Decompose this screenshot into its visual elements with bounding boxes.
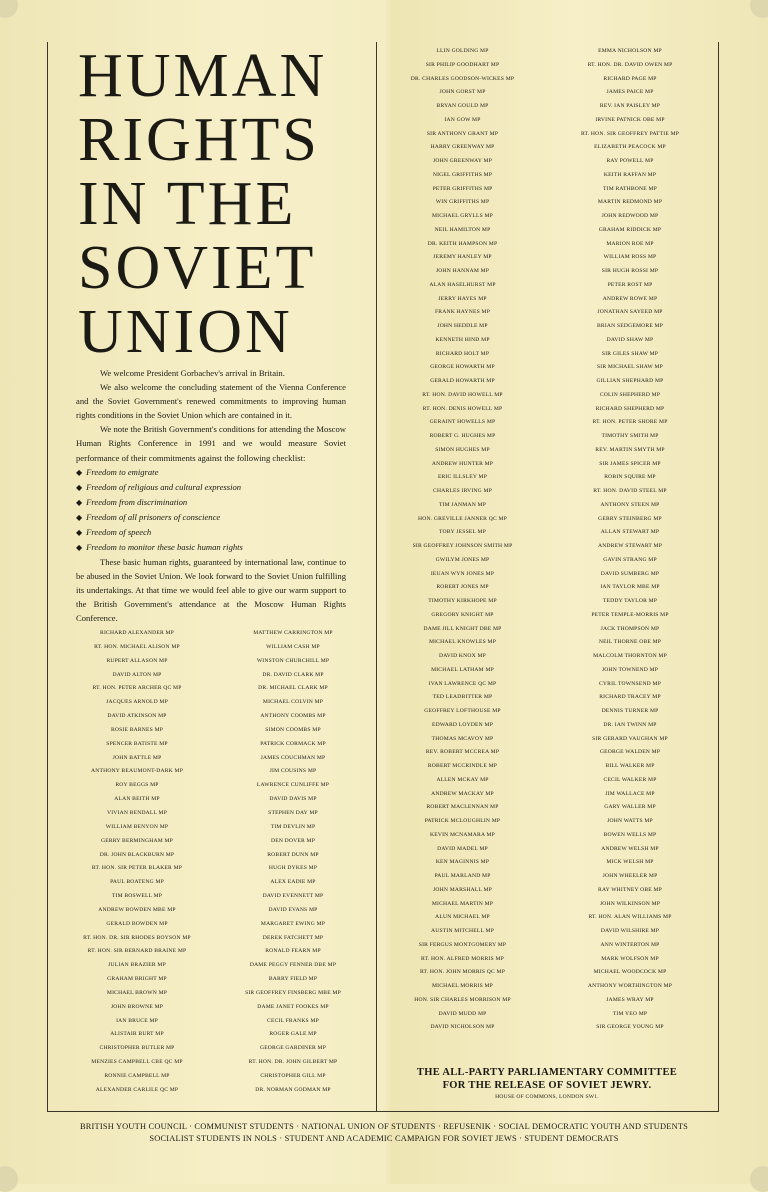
signatory-name: RICHARD PAGE MP (603, 75, 657, 82)
signatory-name: SIR HUGH ROSSI MP (601, 268, 659, 274)
signatory-name: TIMOTHY SMITH MP (601, 433, 659, 439)
supporting-organisations (40, 1121, 728, 1145)
signatory-name: DR. KEITH HAMPSON MP (427, 240, 498, 247)
signatory-name: SIR PHILIP GOODHART MP (425, 61, 500, 68)
statement-paragraph: We also welcome the concluding statement of the Vienna Conference and the Soviet Government's renewed commitments to improving human rights conditions in the Soviet Union which are contained in it. (76, 382, 346, 421)
signatory-name: RT. HON. MICHAEL ALISON MP (94, 643, 180, 650)
signatory-name: GEOFFREY LOFTHOUSE MP (424, 708, 501, 714)
signatory-name: GARY WALLER MP (604, 804, 656, 811)
signatory-name: MICHAEL BROWN MP (106, 989, 168, 996)
signatory-name: RICHARD SHEPHERD MP (595, 405, 665, 412)
signatory-name: GAVIN STRANG MP (603, 556, 657, 563)
signatory-name: JONATHAN SAYEED MP (597, 309, 663, 316)
signatory-column-3 (385, 45, 540, 1035)
signatory-name: JOHN GREENWAY MP (432, 158, 493, 164)
signatory-name: SIR GERARD VAUGHAN MP (592, 735, 668, 742)
signatory-name: TIM JANMAN MP (438, 501, 487, 508)
signatory-name: WILLIAM BENYON MP (105, 823, 169, 830)
signatory-name: THOMAS MCAVOY MP (431, 735, 494, 742)
signatory-name: AUSTIN MITCHELL MP (430, 928, 495, 934)
signatory-name: CECIL FRANKS MP (267, 1017, 319, 1024)
signatory-name: SIMON HUGHES MP (435, 446, 490, 453)
signatory-name: TIM DEVLIN MP (270, 823, 316, 830)
signatory-name: CHRISTOPHER BUTLER MP (99, 1045, 175, 1052)
signatory-name: TIMOTHY KIRKHOPE MP (428, 598, 497, 604)
diamond-bullet-icon: ◆ (76, 497, 83, 507)
signatory-name: GERAINT HOWELLS MP (429, 419, 496, 426)
signatory-name: MICK WELSH MP (606, 859, 654, 866)
signatory-name: JIM WALLACE MP (605, 790, 655, 797)
signatory-name: RAY WHITNEY OBE MP (598, 886, 662, 893)
statement-paragraph: We note the British Government's conditions for attending the Moscow Human Rights Conference in 1991 and we would measure Soviet performance of their commitments against the following checklist: (76, 424, 346, 463)
signatory-name: JOHN MARSHALL MP (433, 886, 492, 893)
signatory-name: JULIAN BRAZIER MP (108, 962, 166, 969)
signatory-name: GWILYM JONES MP (435, 556, 490, 563)
signatory-name: KEN MAGINNIS MP (435, 859, 490, 866)
signatory-name: JOHN WILKINSON MP (599, 900, 661, 907)
signatory-name: DENNIS TURNER MP (601, 708, 659, 714)
signatory-name: RT. HON. ALFRED MORRIS MP (421, 955, 504, 962)
signatory-name: SIR JAMES SPICER MP (599, 460, 661, 467)
signatory-name: RT. HON. DR. SIR RHODES BOYSON MP (83, 934, 191, 941)
signatory-column-1 (62, 627, 212, 1098)
signatory-name: SIR GILES SHAW MP (601, 350, 659, 357)
signatory-name: MICHAEL COLVIN MP (262, 699, 324, 706)
signatory-name: RT. HON. DR. DAVID OWEN MP (587, 61, 673, 68)
signatory-name: ROBERT JONES MP (436, 584, 489, 591)
signatory-name: ALUN MICHAEL MP (435, 914, 490, 921)
signatory-name: ROY BEGGS MP (115, 782, 159, 789)
signatory-name: ROBERT MCCRINDLE MP (427, 763, 498, 769)
signatory-name: IRVINE PATNICK OBE MP (595, 116, 665, 123)
signatory-name: RT. HON. PETER SHORE MP (592, 419, 668, 426)
signatory-name: ROSIE BARNES MP (110, 726, 164, 733)
signatory-name: DAME JANET FOOKES MP (257, 1003, 329, 1010)
signatory-name: RT. HON. DAVID HOWELL MP (422, 391, 503, 398)
signatory-name: LLIN GOLDING MP (436, 48, 489, 54)
signatory-name: GRAHAM BRIGHT MP (107, 976, 167, 983)
signatory-name: JACK THOMPSON MP (600, 625, 660, 632)
organisations-line: SOCIALIST STUDENTS IN NOLS · STUDENT AND ACADEMIC CAMPAIGN FOR SOVIET JEWS · STUDENT DEMOCRATS (149, 1134, 619, 1143)
signatory-name: ANDREW BOWDEN MBE MP (98, 906, 176, 913)
signatory-name: RT. HON. ALAN WILLIAMS MP (588, 914, 672, 921)
committee-address: HOUSE OF COMMONS, LONDON SW1. (495, 1094, 599, 1100)
signatory-name: MENZIES CAMPBELL CBE QC MP (91, 1059, 183, 1066)
signatory-name: DAVID DAVIS MP (269, 796, 317, 803)
signatory-name: CECIL WALKER MP (603, 776, 657, 783)
signatory-name: ANN WINTERTON MP (600, 941, 660, 948)
signatory-name: ALISTAIR BURT MP (110, 1031, 164, 1038)
signatory-name: DEREK FATCHETT MP (262, 934, 324, 941)
signatory-name: DR. JOHN BLACKBURN MP (99, 851, 175, 858)
signatory-name: RAY POWELL MP (606, 158, 654, 164)
right-rule (718, 42, 719, 1112)
signatory-name: KEITH RAFFAN MP (603, 171, 657, 178)
checklist-item: ◆ Freedom from discrimination (76, 496, 188, 507)
signatory-name: DAVID SHAW MP (606, 336, 654, 343)
signatory-name: RT. HON. SIR GEOFFREY PATTIE MP (580, 130, 680, 137)
signatory-name: JIM COUSINS MP (269, 768, 317, 775)
signatory-name: ALAN HASELHURST MP (429, 281, 496, 288)
signatory-name: MICHAEL LATHAM MP (431, 666, 494, 673)
signatory-name: ROBERT MACLENNAN MP (426, 804, 499, 811)
diamond-bullet-icon: ◆ (76, 482, 83, 492)
signatory-name: ANDREW WELSH MP (601, 845, 659, 852)
signatory-name: DAVID NICHOLSON MP (430, 1024, 495, 1031)
signatory-name: NEIL THORNE OBE MP (598, 639, 662, 646)
committee-name-line: THE ALL-PARTY PARLIAMENTARY COMMITTEE (416, 1067, 678, 1078)
signatory-name: ALEXANDER CARLILE QC MP (95, 1086, 179, 1093)
signatory-name: ERIC ILLSLEY MP (437, 474, 488, 481)
signatory-name: ANTHONY WORTHINGTON MP (587, 983, 673, 989)
signatory-name: REV. MARTIN SMYTH MP (595, 446, 665, 453)
signatory-name: TEDDY TAYLOR MP (602, 598, 658, 604)
signatory-name: VIVIAN BENDALL MP (106, 809, 168, 816)
signatory-name: GILLIAN SHEPHARD MP (596, 378, 664, 384)
signatory-name: PETER GRIFFITHS MP (432, 185, 493, 192)
signatory-name: RT. HON. DENIS HOWELL MP (422, 405, 503, 412)
signatory-name: REV. IAN PAISLEY MP (599, 103, 661, 109)
signatory-name: GERRY BERMINGHAM MP (101, 837, 173, 844)
signatory-name: JEREMY HANLEY MP (433, 254, 492, 261)
signatory-name: ANTHONY BEAUMONT-DARK MP (90, 768, 184, 775)
signatory-name: BRIAN SEDGEMORE MP (596, 323, 664, 329)
signatory-name: IVAN LAWRENCE QC MP (428, 680, 497, 687)
signatory-name: NEIL HAMILTON MP (434, 226, 491, 233)
signatory-name: JAMES COUCHMAN MP (260, 754, 326, 761)
signatory-name: MICHAEL MORRIS MP (431, 983, 493, 989)
signatory-name: ALEX EADIE MP (270, 879, 316, 886)
signatory-name: ANTHONY COOMBS MP (260, 713, 326, 720)
signatory-name: DAME JILL KNIGHT DBE MP (423, 625, 502, 632)
center-rule (376, 42, 377, 1112)
signatory-name: RICHARD TRACEY MP (599, 694, 661, 701)
signatory-name: GEORGE GARDINER MP (259, 1045, 327, 1052)
signatory-name: KEVIN MCNAMARA MP (430, 831, 495, 838)
signatory-name: TED LEADBITTER MP (432, 694, 493, 701)
signatory-name: MARION ROE MP (606, 240, 654, 247)
signatory-name: JOHN HANNAM MP (435, 268, 490, 274)
signatory-name: ANDREW ROWE MP (602, 295, 658, 302)
signatory-name: WILLIAM ROSS MP (603, 254, 657, 261)
signatory-name: ELIZABETH PEACOCK MP (594, 144, 666, 151)
signatory-name: DAVID ALTON MP (112, 671, 162, 678)
signatory-name: DAVID MADEL MP (437, 845, 488, 852)
signatory-name: GERALD BOWDEN MP (106, 920, 168, 927)
signatory-name: MARK WOLFSON MP (601, 955, 659, 962)
signatory-name: BOWEN WELLS MP (603, 831, 657, 838)
signatory-name: CHRISTOPHER GILL MP (260, 1073, 326, 1079)
signatory-name: DR. MICHAEL CLARK MP (258, 685, 328, 692)
signatory-name: MARGARET EWING MP (260, 920, 326, 927)
signatory-name: JAMES PAICE MP (606, 89, 654, 96)
signatory-name: PATRICK CORMACK MP (260, 740, 326, 747)
signatory-name: PAUL BOATENG MP (110, 879, 164, 886)
signatory-name: TIM RATHBONE MP (603, 185, 657, 192)
corner-wear (750, 1166, 768, 1192)
signatory-name: JOHN REDWOOD MP (601, 213, 659, 219)
signatory-name: SPENCER BATISTE MP (106, 740, 168, 747)
signatory-name: BRYAN GOULD MP (436, 103, 489, 109)
signatory-name: RT. HON. DR. JOHN GILBERT MP (248, 1059, 338, 1066)
signatory-name: JOHN HEDDLE MP (437, 323, 488, 329)
signatory-name: GERALD HOWARTH MP (430, 378, 495, 384)
signatory-name: HON. SIR CHARLES MORRISON MP (414, 996, 511, 1003)
signatory-name: CYRIL TOWNSEND MP (598, 680, 662, 687)
signatory-name: DAVID MUDD MP (438, 1010, 487, 1017)
diamond-bullet-icon: ◆ (76, 542, 83, 552)
signatory-name: MICHAEL WOODCOCK MP (593, 969, 667, 976)
signatory-name: RICHARD HOLT MP (435, 350, 490, 357)
signatory-name: ROBIN SQUIRE MP (604, 474, 656, 481)
signatory-name: RT. HON. SIR PETER BLAKER MP (91, 865, 183, 872)
signatory-name: RT. HON. DAVID STEEL MP (593, 488, 667, 494)
signatory-name: DAVID KNOX MP (439, 653, 486, 659)
signatory-name: HON. GREVILLE JANNER QC MP (418, 515, 507, 522)
signatory-name: SIR ANTHONY GRANT MP (426, 130, 499, 137)
signatory-name: WILLIAM CASH MP (266, 643, 320, 650)
signatory-name: DR. IAN TWINN MP (603, 721, 657, 728)
left-rule (47, 42, 48, 1112)
signatory-name: JOHN TOWNEND MP (601, 666, 659, 673)
checklist-item: ◆ Freedom to monitor these basic human rights (76, 541, 243, 552)
signatory-name: REV. ROBERT MCCREA MP (425, 749, 500, 756)
signatory-name: LAWRENCE CUNLIFFE MP (256, 782, 330, 789)
signatory-name: FRANK HAYNES MP (434, 309, 490, 316)
checklist-item: ◆ Freedom of religious and cultural expression (76, 481, 242, 492)
signatory-name: SIR FERGUS MONTGOMERY MP (418, 941, 507, 948)
signatory-name: DAVID EVENNETT MP (262, 893, 324, 900)
signatory-name: BILL WALKER MP (605, 763, 655, 769)
diamond-bullet-icon: ◆ (76, 467, 83, 477)
signatory-name: ALAN BEITH MP (114, 796, 160, 803)
signatory-name: HUGH DYKES MP (268, 865, 318, 872)
checklist-item: ◆ Freedom of all prisoners of conscience (76, 511, 221, 522)
checklist (76, 465, 346, 555)
signatory-name: TOBY JESSEL MP (438, 529, 487, 536)
signatory-name: SIMON COOMBS MP (265, 726, 321, 733)
signatory-name: EMMA NICHOLSON MP (598, 48, 662, 54)
title-line: SOVIET (78, 234, 317, 302)
signatory-name: SIR GEOFFREY JOHNSON SMITH MP (412, 543, 513, 549)
signatory-name: DEN DOVER MP (270, 837, 316, 844)
signatory-name: NIGEL GRIFFITHS MP (432, 171, 493, 178)
page-title (78, 44, 358, 364)
checklist-item: ◆ Freedom of speech (76, 526, 152, 537)
signatory-name: MATTHEW CARRINGTON MP (253, 630, 333, 636)
signatory-name: RT. HON. SIR BERNARD BRAINE MP (87, 948, 187, 955)
signatory-name: IAN TAYLOR MBE MP (600, 584, 660, 591)
signatory-name: MICHAEL MARTIN MP (431, 900, 494, 907)
signatory-column-2 (218, 627, 368, 1098)
signatory-name: RONALD FEARN MP (265, 948, 321, 955)
signatory-name: SIR GEOFFREY FINSBERG MBE MP (245, 989, 341, 996)
signatory-name: GREGORY KNIGHT MP (431, 611, 494, 618)
bottom-rule (47, 1111, 719, 1112)
signatory-name: PATRICK MCLOUGHLIN MP (424, 818, 501, 824)
signatory-name: CHARLES IRVING MP (433, 488, 492, 494)
statement (76, 366, 346, 625)
committee-name-line: FOR THE RELEASE OF SOVIET JEWRY. (442, 1080, 652, 1091)
signatory-name: TIM YEO MP (612, 1010, 648, 1017)
title-line: HUMAN (78, 42, 328, 110)
signatory-name: GEORGE HOWARTH MP (430, 364, 495, 371)
signatory-name: ROBERT G. HUGHES MP (429, 433, 496, 439)
diamond-bullet-icon: ◆ (76, 527, 83, 537)
signatory-name: MARTIN REDMOND MP (597, 199, 663, 206)
signatory-name: JOHN BROWNE MP (110, 1003, 164, 1010)
signatory-name: DR. DAVID CLARK MP (262, 671, 324, 678)
signatory-name: DAVID EVANS MP (268, 906, 318, 913)
signatory-column-4 (550, 45, 710, 1035)
signatory-name: RUPERT ALLASON MP (106, 657, 168, 664)
signatory-name: MALCOLM THORNTON MP (593, 653, 667, 659)
signatory-name: MICHAEL KNOWLES MP (428, 639, 497, 646)
signatory-name: DAVID WILSHIRE MP (600, 928, 660, 934)
signatory-name: BARRY FIELD MP (268, 976, 318, 983)
signatory-name: PETER TEMPLE-MORRIS MP (591, 611, 669, 618)
signatory-name: JAMES WRAY MP (606, 996, 654, 1003)
signatory-name: IAN BRUCE MP (116, 1017, 158, 1024)
signatory-name: JOHN GORST MP (439, 89, 486, 96)
signatory-name: ALLAN STEWART MP (600, 529, 660, 536)
signatory-name: RONNIE CAMPBELL MP (104, 1073, 170, 1079)
signatory-name: RT. HON. JOHN MORRIS QC MP (419, 969, 506, 976)
signatory-name: MICHAEL GRYLLS MP (431, 213, 493, 219)
signatory-name: IAN GOW MP (444, 116, 481, 123)
signatory-name: STEPHEN DAY MP (268, 809, 318, 816)
signatory-name: EDWARD LOYDEN MP (432, 721, 493, 728)
signatory-name: GERRY STEINBERG MP (598, 515, 662, 522)
signatory-name: ANTHONY STEEN MP (600, 501, 660, 508)
signatory-name: KENNETH HIND MP (435, 336, 490, 343)
signatory-name: WIN GRIFFITHS MP (435, 199, 490, 206)
signatory-name: HARRY GREENWAY MP (430, 144, 495, 151)
signatory-name: SIR GEORGE YOUNG MP (596, 1024, 664, 1031)
diamond-bullet-icon: ◆ (76, 512, 83, 522)
signatory-name: TIM BOSWELL MP (111, 893, 163, 900)
signatory-name: JERRY HAYES MP (438, 295, 487, 302)
title-line: RIGHTS (78, 106, 320, 174)
statement-paragraph: These basic human rights, guaranteed by international law, continue to be abused in the Soviet Union. We look forward to the Soviet Union fulfilling its undertakings. At that time we would feel able to give our warm support to the British Government's attendance at the Moscow Human Rights Conference. (76, 556, 346, 624)
signatory-name: DR. CHARLES GOODSON-WICKES MP (410, 75, 515, 82)
signatory-name: DAME PEGGY FENNER DBE MP (249, 962, 337, 969)
signatory-name: IEUAN WYN JONES MP (430, 570, 495, 577)
organisations-line: BRITISH YOUTH COUNCIL · COMMUNIST STUDENTS · NATIONAL UNION OF STUDENTS · REFUSENIK · SOCIAL DEMOCRATIC YOUTH AND STUDENTS (79, 1122, 688, 1131)
checklist-item: ◆ Freedom to emigrate (76, 466, 159, 477)
title-line: UNION (78, 298, 293, 366)
signatory-name: DR. NORMAN GODMAN MP (255, 1086, 331, 1093)
signatory-name: ROGER GALE MP (269, 1031, 317, 1038)
signatory-name: DAVID SUMBERG MP (600, 570, 660, 577)
signatory-name: JOHN BATTLE MP (112, 754, 162, 761)
title-line: IN THE (78, 170, 297, 238)
signatory-name: WINSTON CHURCHILL MP (256, 657, 330, 664)
signatory-name: JOHN WHEELER MP (602, 873, 658, 879)
signatory-name: DAVID ATKINSON MP (107, 713, 167, 720)
signatory-name: COLIN SHEPHERD MP (599, 391, 661, 398)
signatory-name: RT. HON. PETER ARCHER QC MP (92, 685, 182, 692)
signatory-name: ANDREW MACKAY MP (431, 790, 494, 797)
signatory-name: ROBERT DUNN MP (267, 851, 319, 858)
signatory-name: JOHN WATTS MP (607, 818, 653, 824)
signatory-name: ALLEN MCKAY MP (436, 776, 489, 783)
signatory-name: ANDREW HUNTER MP (431, 460, 494, 467)
signatory-name: JACQUES ARNOLD MP (106, 699, 168, 706)
signatory-name: SIR MICHAEL SHAW MP (597, 364, 663, 371)
signatory-name: RICHARD ALEXANDER MP (100, 630, 174, 636)
statement-paragraph: We welcome President Gorbachev's arrival in Britain. (100, 368, 285, 378)
committee-signature (388, 1066, 706, 1100)
signatory-name: ANDREW STEWART MP (597, 543, 663, 549)
signatory-name: PAUL MARLAND MP (434, 873, 491, 879)
signatory-name: GEORGE WALDEN MP (599, 749, 661, 756)
signatory-name: GRAHAM RIDDICK MP (598, 226, 662, 233)
signatory-name: PETER ROST MP (607, 281, 653, 288)
